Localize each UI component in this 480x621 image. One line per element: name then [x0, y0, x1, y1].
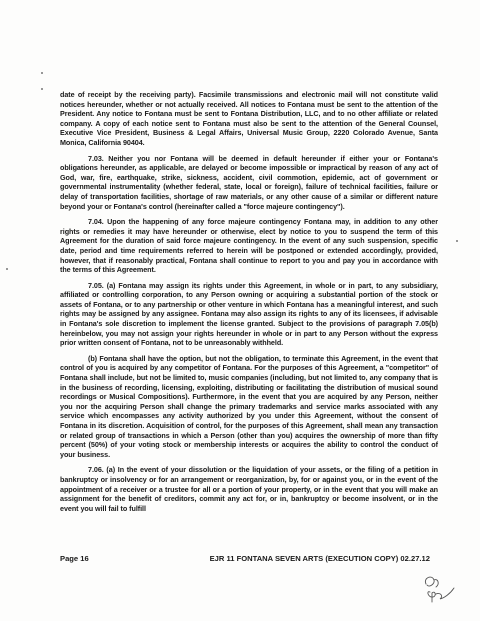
paragraph-7-06-a: 7.06. (a) In the event of your dissolution or the liquidation of your assets, or the filing of a petition in bankruptcy or insolvency or for an arrangement or reorganization, by, for or against you, or in the event of the appointment of a receiver or a trustee for all or a portion of your property, or in the event that you will make an assignment for the benefit of creditors, commit any act for, or in, bankruptcy or become insolvent, or in the event you will fail to fulfill: [60, 465, 438, 513]
scan-speck: [6, 268, 8, 270]
paragraph-7-03: 7.03. Neither you nor Fontana will be deemed in default hereunder if either your or Fontana's obligations hereunder, as applicable, are delayed or become impossible or impractical by reason of any act of God, war, fire, earthquake, strike, sickness, accident, civil commotion, epidemic, act of government or governmental instrumentality (whether federal, state, local or foreign), failure of technical facilities, failure or delay of transportation facilities, shortage of raw materials, or any other cause of a similar or different nature beyond your or Fontana's control (hereinafter called a "force majeure contingency").: [60, 153, 438, 211]
paragraph-7-04: 7.04. Upon the happening of any force majeure contingency Fontana may, in addition to any other rights or remedies it may have hereunder or otherwise, elect by notice to you to suspend the term of this Agreement for the duration of said force majeure contingency. In the event of any such suspension, specific date, period and time requirements referred to herein will be postponed or extended accordingly, provided, however, that if reasonably practical, Fontana shall continue to report to you and pay you in accordance with the terms of this Agreement.: [60, 217, 438, 275]
scan-speck: [41, 88, 43, 90]
paragraph-7-05-b: (b) Fontana shall have the option, but not the obligation, to terminate this Agreement, in the event that control of you is acquired by any competitor of Fontana. For the purposes of this Agreement, a "competitor" of Fontana shall include, but not be limited to, music companies (including, but not limited to, any company that is in the business of recording, licensing, exploiting, distributing or facilitating the distribution of musical sound recordings or Musical Compositions). Furthermore, in the event that you are acquired by any Person, neither you nor the acquiring Person shall change the primary trademarks and service marks associated with any service which encompasses any activity authorized by you under this Agreement, without the consent of Fontana in its discretion. Acquisition of control, for the purposes of this Agreement, shall mean any transaction or related group of transactions in which a Person (other than you) acquires the ownership of more than fifty percent (50%) of your voting stock or membership interests or acquires the ability to control the conduct of your business.: [60, 353, 438, 459]
paragraph-notices: date of receipt by the receiving party). Facsimile transmissions and electronic mail will not constitute valid notices hereunder, whether or not actually received. All notices to Fontana must be sent to the attention of the President. Any notice to Fontana must be sent to Fontana Distribution, LLC, and to no other affiliate or related company. A copy of each notice sent to Fontana must also be sent to the attention of the General Counsel, Executive Vice President, Business & Legal Affairs, Universal Music Group, 2220 Colorado Avenue, Santa Monica, California 90404.: [60, 90, 438, 147]
handwritten-initials: [420, 570, 460, 606]
page-number: Page 16: [60, 554, 89, 563]
scan-speck: [456, 240, 458, 242]
scan-speck: [41, 72, 43, 74]
document-identifier: EJR 11 FONTANA SEVEN ARTS (EXECUTION COPY) 02.27.12: [209, 554, 430, 563]
page-footer: [60, 554, 438, 563]
document-body: [60, 90, 438, 519]
paragraph-7-05-a: 7.05. (a) Fontana may assign its rights under this Agreement, in whole or in part, to any subsidiary, affiliated or controlling corporation, to any Person owning or acquiring a substantial portion of the stock or assets of Fontana, or to any partnership or other venture in which Fontana has a meaningful interest, and such rights may be assigned by any assignee. Fontana may also assign its rights to any of its licensees, if advisable in Fontana's sole discretion to implement the license granted. Subject to the provisions of paragraph 7.05(b) hereinbelow, you may not assign your rights hereunder in whole or in part to any Person without the express prior written consent of Fontana, not to be unreasonably withheld.: [60, 280, 438, 348]
